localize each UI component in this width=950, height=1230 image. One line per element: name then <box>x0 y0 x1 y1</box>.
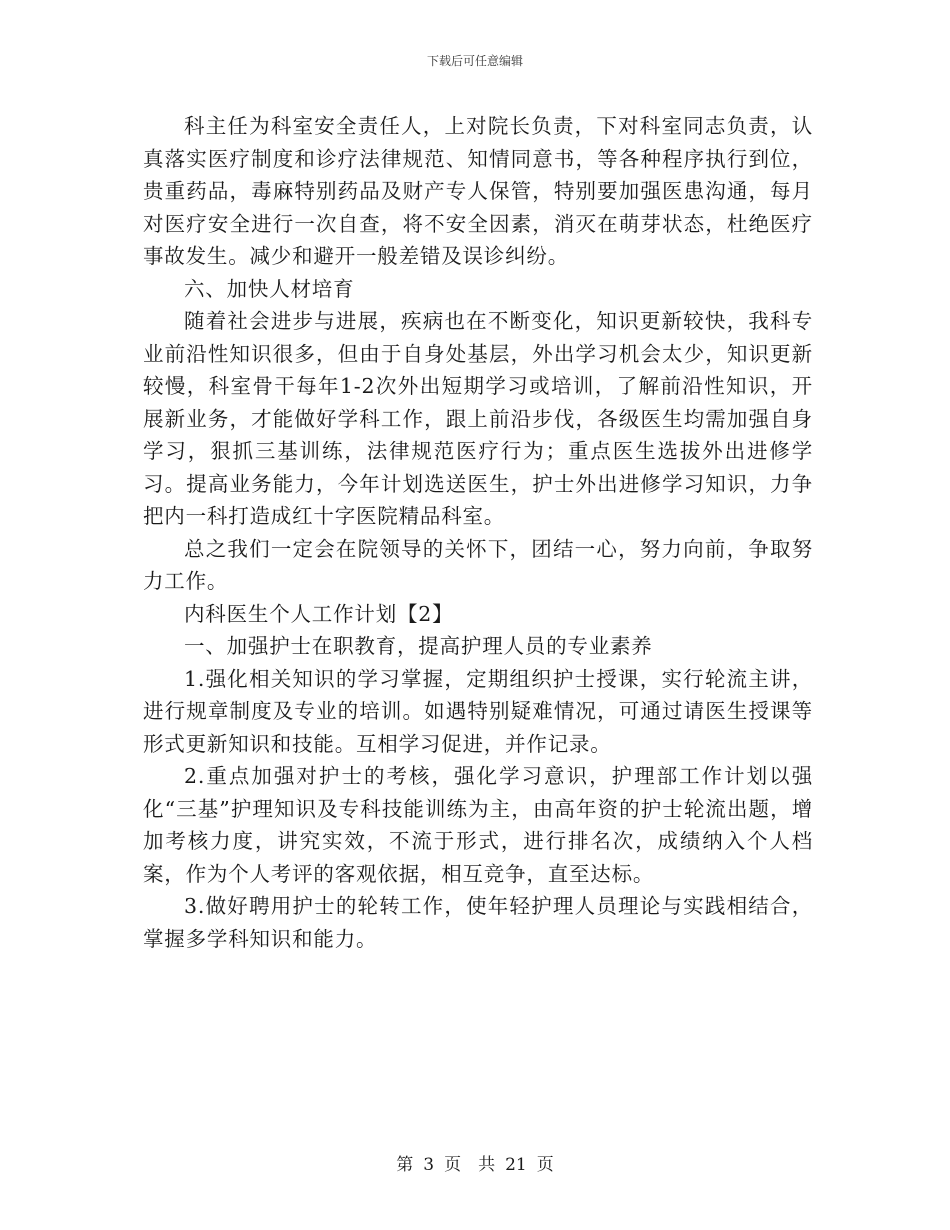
page-footer <box>0 1154 950 1176</box>
document-body <box>143 110 813 955</box>
paragraph-talent-training: 随着社会进步与进展，疾病也在不断变化，知识更新较快，我科专业前沿性知识很多，但由于自身处基层，外出学习机会太少，知识更新较慢，科室骨干每年1-2次外出短期学习或培训，了解前沿性知识，开展新业务，才能做好学科工作，跟上前沿步伐，各级医生均需加强自身学习，狠抓三基训练，法律规范医疗行为；重点医生选拔外出进修学习。提高业务能力，今年计划选送医生，护士外出进修学习知识，力争把内一科打造成红十字医院精品科室。 <box>143 309 813 528</box>
paragraph-conclusion: 总之我们一定会在院领导的关怀下，团结一心，努力向前，争取努力工作。 <box>143 536 813 593</box>
list-item-3: 3.做好聘用护士的轮转工作，使年轻护理人员理论与实践相结合，掌握多学科知识和能力。 <box>143 894 813 951</box>
list-item-1: 1.强化相关知识的学习掌握，定期组织护士授课，实行轮流主讲，进行规章制度及专业的培训。如遇特别疑难情况，可通过请医生授课等形式更新知识和技能。互相学习促进，并作记录。 <box>143 666 813 756</box>
list-item-2: 2.重点加强对护士的考核，强化学习意识，护理部工作计划以强化“三基”护理知识及专科技能训练为主，由高年资的护士轮流出题，增加考核力度，讲究实效，不流于形式，进行排名次，成绩纳入个人档案，作为个人考评的客观依据，相互竞争，直至达标。 <box>143 764 813 886</box>
page-header <box>0 53 950 69</box>
paragraph-safety-responsibility: 科主任为科室安全责任人，上对院长负责，下对科室同志负责，认真落实医疗制度和诊疗法律规范、知情同意书，等各种程序执行到位，贵重药品，毒麻特别药品及财产专人保管，特别要加强医患沟通，每月对医疗安全进行一次自查，将不安全因素，消灭在萌芽状态，杜绝医疗事故发生。减少和避开一般差错及误诊纠纷。 <box>143 114 813 268</box>
footer-prefix: 第 <box>396 1155 414 1175</box>
header-text: 下载后可任意编辑 <box>426 54 523 68</box>
document-subtitle: 内科医生个人工作计划【2】 <box>184 601 454 626</box>
current-page-number: 3 <box>423 1155 435 1175</box>
section-heading-talent-training: 六、加快人材培育 <box>184 276 355 301</box>
total-page-number: 21 <box>505 1155 527 1175</box>
footer-middle: 页 共 <box>444 1155 496 1175</box>
footer-suffix: 页 <box>536 1155 554 1175</box>
section-heading-nurse-education: 一、加强护士在职教育，提高护理人员的专业素养 <box>184 634 653 658</box>
